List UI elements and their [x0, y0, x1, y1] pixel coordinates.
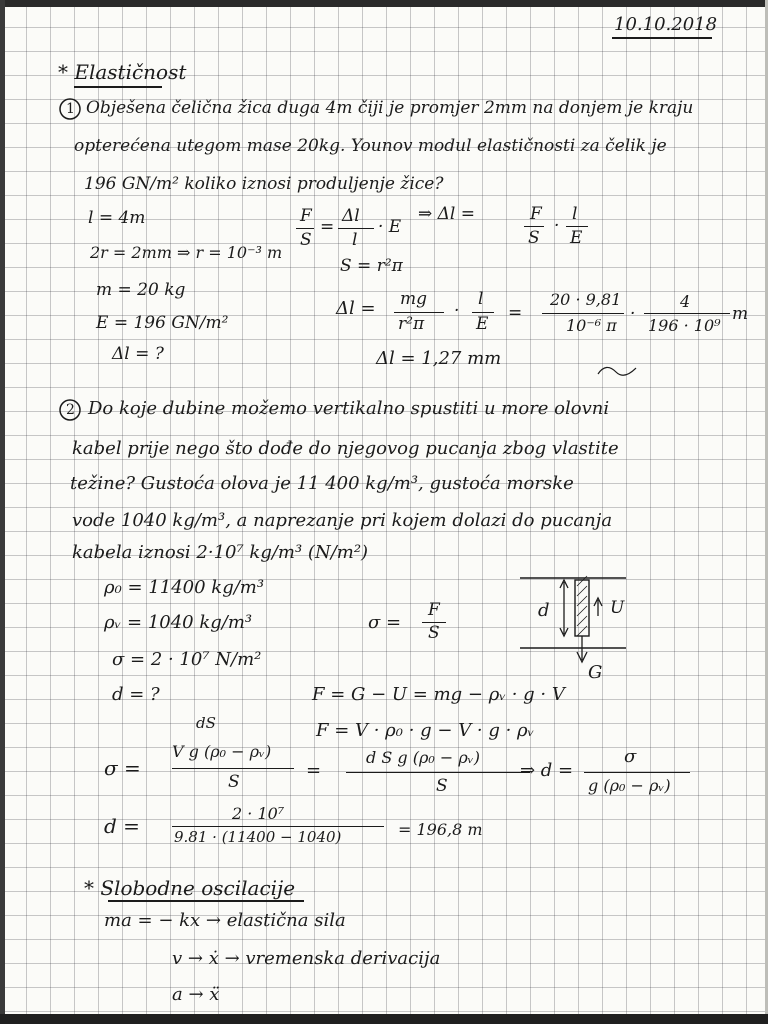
eq3-dot: ·: [454, 301, 460, 321]
d-eq-den: 9.81 · (11400 − 1040): [174, 828, 342, 846]
eq3-unit: m: [732, 304, 749, 324]
eq3-lhs: Δl =: [336, 298, 376, 319]
section-title-elasticity: * Elastičnost: [58, 60, 187, 84]
diagram-label-g: G: [588, 662, 603, 683]
section2-underline: [108, 900, 304, 902]
problem1-given-unknown: Δl = ?: [112, 344, 164, 364]
sigma-eq-num1: V g (ρ₀ − ρᵥ): [172, 742, 272, 761]
d-eq-result: = 196,8 m: [398, 820, 483, 839]
eq1-equals: =: [320, 217, 335, 237]
sigma-eq-equals: =: [306, 760, 322, 781]
problem2-given-stress: σ = 2 · 10⁷ N/m²: [112, 649, 262, 670]
diagram-label-d: d: [538, 600, 550, 621]
problem2-text-line4: vode 1040 kg/m³, a naprezanje pri kojem dolazi do pucanja: [72, 510, 613, 531]
sigma-eq-lhs: σ =: [104, 756, 141, 780]
oscillation-line2: v → ẋ → vremenska derivacija: [172, 948, 441, 969]
eq3-equals: =: [508, 303, 523, 323]
problem1-text-line2: opterećena utegom mase 20kg. Younov modul elastičnosti za čelik je: [74, 136, 667, 156]
eq2-area: S = r²π: [340, 256, 403, 276]
sigma-eq-frac-line-3: [584, 772, 690, 773]
problem1-given-modulus: E = 196 GN/m²: [96, 313, 229, 333]
problem1-given-length: l = 4m: [88, 208, 146, 228]
ds-note: dS: [196, 714, 216, 732]
eq1-den-l: l: [352, 230, 358, 250]
problem1-given-mass: m = 20 kg: [96, 280, 186, 300]
problem1-given-radius: 2r = 2mm ⇒ r = 10⁻³ m: [90, 243, 283, 262]
problem2-given-unknown: d = ?: [112, 684, 160, 705]
section-title-oscillations: * Slobodne oscilacije: [84, 876, 296, 900]
sigma-eq-frac-line-2: [346, 772, 530, 773]
sigma-def-lhs: σ =: [368, 612, 402, 633]
d-eq-num: 2 · 10⁷: [232, 804, 285, 823]
eq1-times-E: · E: [378, 217, 402, 237]
eq3-dot2: ·: [630, 304, 636, 324]
oscillation-line1: ma = − kx → elastična sila: [104, 910, 346, 931]
sigma-eq-num2: d S g (ρ₀ − ρᵥ): [366, 748, 480, 767]
eq3-den-modulus: 196 · 10⁹: [648, 316, 721, 335]
sigma-eq-num3: σ: [624, 746, 637, 767]
date: 10.10.2018: [614, 14, 718, 35]
eq1-num-l2: l: [572, 204, 578, 224]
problem1-number: 1: [66, 101, 75, 117]
problem2-text-line2: kabel prije nego što dođe do njegovog pucanja zbog vlastite: [72, 438, 619, 459]
eq3-num-4: 4: [680, 292, 691, 311]
sigma-def-num: F: [428, 600, 440, 620]
force-eq1: F = G − U = mg − ρᵥ · g · V: [312, 684, 565, 705]
diagram-label-u: U: [610, 598, 625, 618]
problem2-given-rho-lead: ρ₀ = 11400 kg/m³: [104, 577, 265, 598]
eq3-num-l: l: [478, 289, 484, 309]
problem2-given-rho-water: ρᵥ = 1040 kg/m³: [104, 612, 253, 633]
problem1-text-line1: Obješena čelična žica duga 4m čiji je promjer 2mm na donjem je kraju: [86, 98, 694, 118]
problem1-result: Δl = 1,27 mm: [376, 348, 502, 369]
eq3-den-r2pi: r²π: [398, 314, 425, 334]
eq1-dot: ·: [554, 216, 560, 236]
eq1-num-dl: Δl: [342, 206, 360, 226]
sigma-eq-frac-line-1: [172, 768, 294, 769]
sigma-eq-den3: g (ρ₀ − ρᵥ): [588, 776, 671, 795]
eq1-den-S2: S: [528, 228, 540, 248]
problem2-number: 2: [66, 402, 75, 418]
eq1-den-E2: E: [570, 228, 583, 248]
eq1-num-F2: F: [530, 204, 542, 224]
eq3-den-values: 10⁻⁶ π: [566, 316, 617, 335]
eq1-implies: ⇒ Δl =: [418, 204, 476, 224]
eq3-den-E: E: [476, 314, 489, 334]
problem2-text-line3: težine? Gustoća olova je 11 400 kg/m³, gustoća morske: [70, 473, 574, 494]
sigma-eq-den1: S: [228, 772, 240, 792]
force-eq2: F = V · ρ₀ · g − V · g · ρᵥ: [316, 720, 535, 741]
sigma-eq-implies: ⇒ d =: [520, 760, 574, 781]
eq1-num-F: F: [300, 206, 312, 226]
oscillation-line3: a → ẍ: [172, 984, 220, 1005]
sigma-def-den: S: [428, 623, 440, 643]
eq1-den-S: S: [300, 230, 312, 250]
d-eq-lhs: d =: [104, 814, 140, 838]
sigma-eq-den2: S: [436, 776, 448, 796]
eq3-num-mg: mg: [400, 289, 428, 309]
problem2-text-line5: kabela iznosi 2·10⁷ kg/m³ (N/m²): [72, 542, 369, 563]
problem2-text-line1: Do koje dubine možemo vertikalno spustiti u more olovni: [88, 398, 610, 419]
problem1-text-line3: 196 GN/m² koliko iznosi produljenje žice?: [84, 174, 444, 194]
eq3-num-values: 20 · 9,81: [550, 290, 622, 309]
